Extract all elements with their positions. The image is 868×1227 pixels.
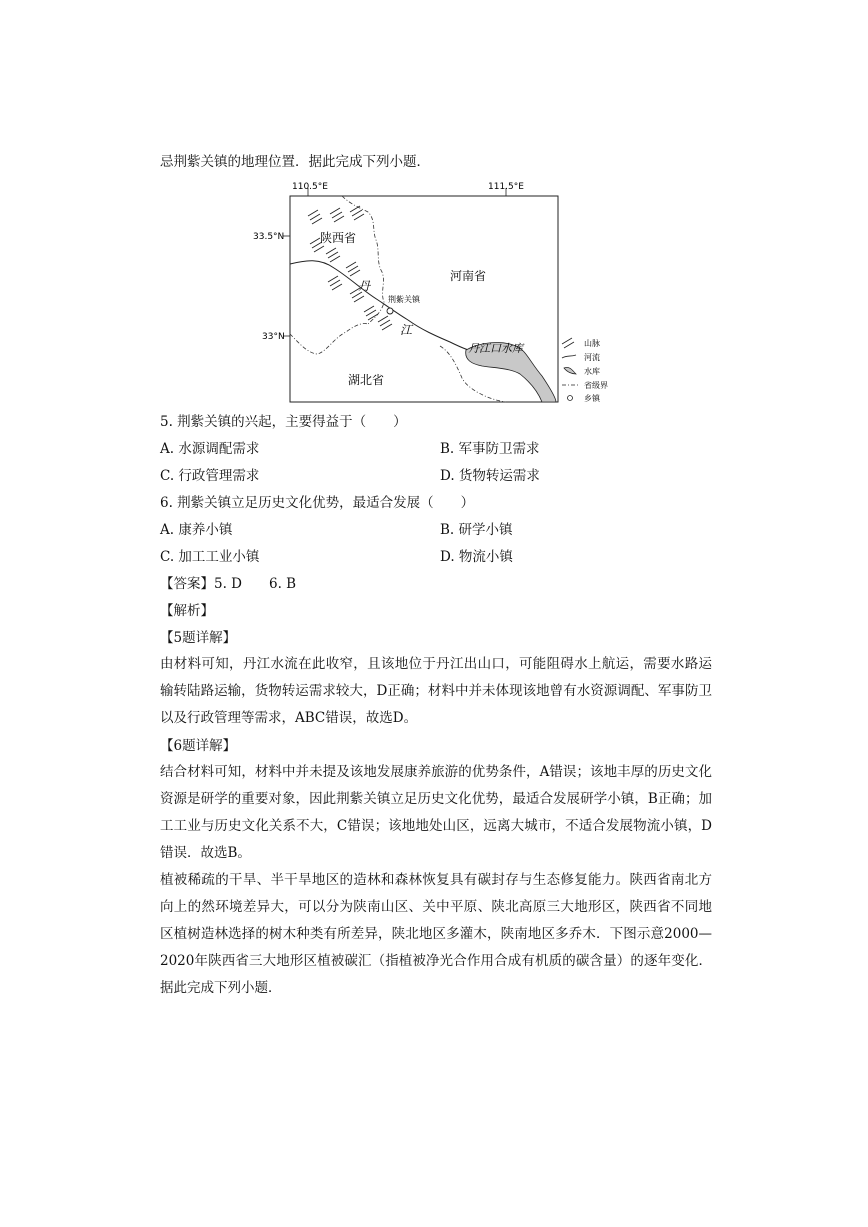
dan-label: 丹 [358, 279, 371, 293]
q5-option-d: D. 货物转运需求 [440, 468, 540, 484]
legend-river: 河流 [584, 353, 600, 362]
q6-detail-text: 结合材料可知，材料中并未提及该地发展康养旅游的优势条件，A错误；该地丰厚的历史文化资源是研学的重要对象，因此荆紫关镇立足历史文化优势，最适合发展研学小镇，B正确；加工工业与历史文化关系不大，C错误；该地地处山区，远离大城市，不适合发展物流小镇，D错误．故选B。 [160, 764, 712, 861]
q5-detail-text: 由材料可知，丹江水流在此收窄，且该地位于丹江出山口，可能阻碍水上航运，需要水路运输转陆路运输，货物转运需求较大，D正确；材料中并未体现该地曾有水资源调配、军事防卫以及行政管理等需求，ABC错误，故选D。 [160, 656, 712, 726]
next-material-text: 植被稀疏的干旱、半干旱地区的造林和森林恢复具有碳封存与生态修复能力。陕西省南北方向上的然环境差异大，可以分为陕南山区、关中平原、陕北高原三大地形区，陕西省不同地区植树造林选择的树木种类有所差异，陕北地区多灌木，陕南地区多乔木．下图示意2000—2020年陕西省三大地形区植被碳汇（指植被净光合作用合成有机质的碳含量）的逐年变化．据此完成下列小题． [160, 872, 712, 996]
legend-town: 乡镇 [584, 394, 600, 403]
map-legend [562, 338, 608, 403]
answer-line: 【答案】5. D 6. B [160, 576, 297, 592]
hubei-label: 湖北省 [348, 373, 385, 387]
legend-reservoir-icon [564, 367, 576, 374]
reservoir-label: 丹江口水库 [468, 342, 523, 355]
shaanxi-label: 陕西省 [320, 231, 357, 245]
q5-option-c: C. 行政管理需求 [160, 468, 260, 484]
q5-option-a: A. 水源调配需求 [160, 441, 260, 457]
q6-option-d: D. 物流小镇 [440, 549, 513, 565]
intro-text: 忌荆紫关镇的地理位置．据此完成下列小题． [160, 154, 430, 170]
q6-option-b: B. 研学小镇 [440, 522, 513, 538]
lon-label-west: 110.5°E [292, 182, 328, 192]
legend-border: 省级界 [584, 381, 608, 390]
legend-reservoir: 水库 [584, 367, 600, 376]
lat-label-south: 33°N [262, 332, 285, 342]
q6-option-a: A. 康养小镇 [160, 522, 233, 538]
legend-mountain: 山脉 [584, 339, 600, 348]
q6-option-c: C. 加工工业小镇 [160, 549, 260, 565]
q6-stem: 6. 荆紫关镇立足历史文化优势，最适合发展（ ） [160, 495, 475, 511]
q5-stem: 5. 荆紫关镇的兴起，主要得益于（ ） [160, 414, 407, 430]
q5-option-b: B. 军事防卫需求 [440, 441, 540, 457]
analysis-heading: 【解析】 [160, 603, 214, 619]
town-marker [387, 308, 393, 314]
location-map [250, 178, 630, 408]
legend-mountain-icon [562, 338, 574, 348]
q6-detail-heading: 【6题详解】 [160, 738, 237, 754]
legend-town-icon [568, 396, 573, 401]
lat-label-north: 33.5°N [253, 232, 285, 242]
jiang-label: 江 [400, 323, 413, 337]
town-label: 荆紫关镇 [388, 295, 420, 304]
lon-label-east: 111.5°E [488, 182, 524, 192]
q5-detail-heading: 【5题详解】 [160, 630, 237, 646]
legend-river-icon [562, 355, 576, 358]
henan-label: 河南省 [450, 269, 487, 283]
